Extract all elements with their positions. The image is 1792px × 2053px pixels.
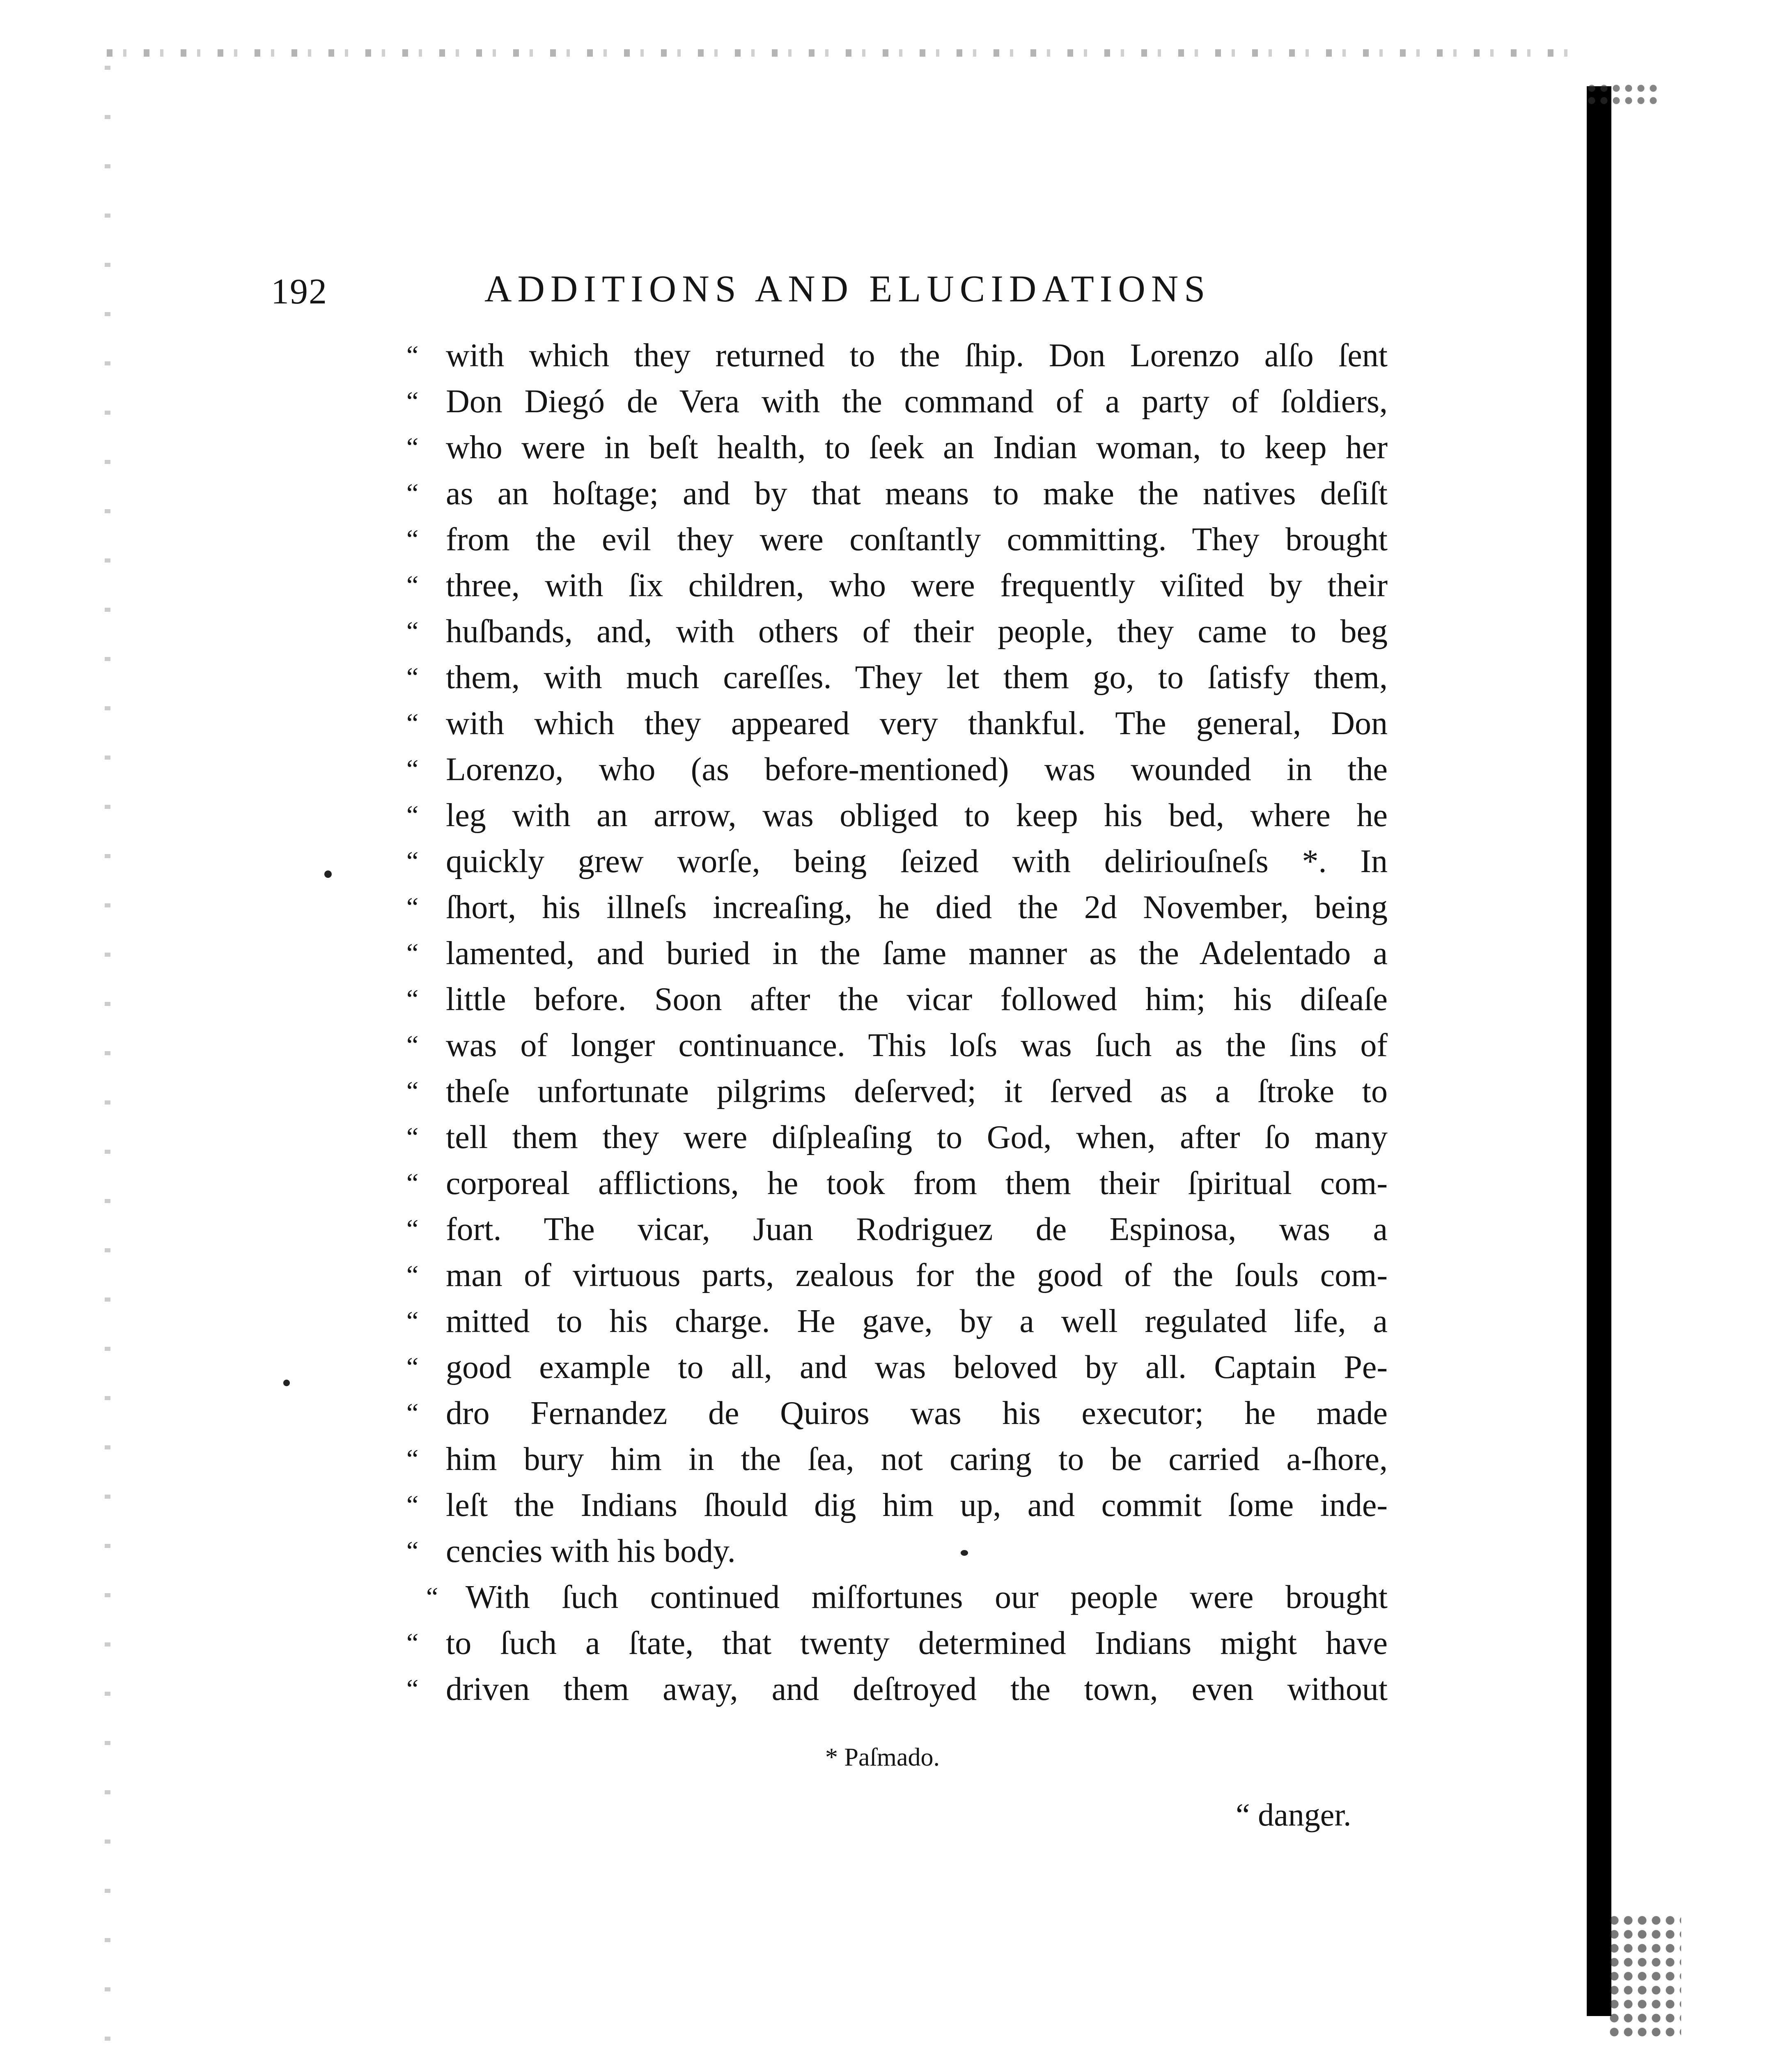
quote-mark: “ (406, 754, 419, 784)
quote-mark: “ (406, 1306, 419, 1336)
text-line: tell them they were diſpleaſing to God, when, after ſo many (446, 1119, 1388, 1155)
quote-mark: “ (406, 1076, 419, 1106)
text-line: man of virtuous parts, zealous for the good of the ſouls com- (446, 1257, 1388, 1293)
quote-mark: “ (406, 1030, 419, 1060)
quote-mark: “ (406, 1628, 419, 1658)
quote-mark: “ (406, 1122, 419, 1152)
text-line: dro Fernandez de Quiros was his executor; he made (446, 1395, 1388, 1431)
text-line: huſbands, and, with others of their people, they came to beg (446, 613, 1388, 650)
text-line: good example to all, and was beloved by all. Captain Pe- (446, 1349, 1388, 1385)
quote-mark: “ (406, 1214, 419, 1244)
text-line: leſt the Indians ſhould dig him up, and commit ſome inde- (446, 1487, 1388, 1523)
quote-mark: “ (406, 340, 419, 370)
text-line: driven them away, and deſtroyed the town, even without (446, 1671, 1388, 1707)
quote-mark: “ (406, 708, 419, 738)
text-line: corporeal afflictions, he took from them their ſpiritual com- (446, 1165, 1388, 1201)
text-line: With ſuch continued miſfortunes our people were brought (466, 1579, 1388, 1615)
ink-speck (324, 870, 332, 878)
footnote: * Paſmado. (825, 1743, 940, 1771)
text-line: him bury him in the ſea, not caring to be carried a-ſhore, (446, 1441, 1388, 1477)
text-line: mitted to his charge. He gave, by a well regulated life, a (446, 1303, 1388, 1339)
text-line: cencies with his body. (446, 1533, 736, 1569)
quote-mark: “ (406, 1674, 419, 1704)
quote-mark: “ (406, 1398, 419, 1428)
running-head: ADDITIONS AND ELUCIDATIONS (484, 268, 1211, 310)
text-line: who were in beſt health, to ſeek an Indian woman, to keep her (446, 429, 1388, 466)
quote-mark: “ (426, 1582, 438, 1612)
text-line: quickly grew worſe, being ſeized with deliriouſneſs *. In (446, 843, 1388, 880)
text-line: fort. The vicar, Juan Rodriguez de Espinosa, was a (446, 1211, 1388, 1247)
quote-mark: “ (406, 1490, 419, 1520)
quote-mark: “ (406, 1168, 419, 1198)
text-line: them, with much careſſes. They let them go, to ſatisfy them, (446, 659, 1388, 696)
text-line: Don Diegó de Vera with the command of a party of ſoldiers, (446, 384, 1388, 420)
text-line: as an hoſtage; and by that means to make the natives deſiſt (446, 475, 1388, 512)
catchword: “ danger. (1236, 1797, 1351, 1833)
quote-mark: “ (406, 524, 419, 554)
quote-mark: “ (406, 984, 419, 1014)
body-text (406, 333, 1388, 1712)
quote-mark: “ (406, 386, 419, 416)
text-line: to ſuch a ſtate, that twenty determined Indians might have (446, 1625, 1388, 1661)
text-line: lamented, and buried in the ſame manner as the Adelentado a (446, 935, 1388, 971)
text-line: was of longer continuance. This loſs was ſuch as the ſins of (446, 1027, 1388, 1063)
quote-mark: “ (406, 938, 419, 968)
quote-mark: “ (406, 616, 419, 646)
quote-mark: “ (406, 846, 419, 876)
quote-mark: “ (406, 1444, 419, 1474)
page-edge-top (107, 49, 1585, 57)
quote-mark: “ (406, 1260, 419, 1290)
text-line: theſe unfortunate pilgrims deſerved; it ſerved as a ſtroke to (446, 1073, 1388, 1109)
quote-mark: “ (406, 800, 419, 830)
quote-mark: “ (406, 1536, 419, 1566)
text-line: Lorenzo, who (as before-mentioned) was wounded in the (446, 751, 1388, 788)
binding-shadow (1587, 86, 1611, 2016)
text-line: ſhort, his illneſs increaſing, he died the 2d November, being (446, 889, 1388, 925)
text-line: little before. Soon after the vicar followed him; his diſeaſe (446, 981, 1388, 1017)
quote-mark: “ (406, 570, 419, 600)
text-line: from the evil they were conſtantly committing. They brought (446, 521, 1388, 558)
quote-mark: “ (406, 1352, 419, 1382)
quote-mark: “ (406, 478, 419, 508)
quote-mark: “ (406, 892, 419, 922)
text-line: three, with ſix children, who were frequently viſited by their (446, 567, 1388, 604)
page-edge-left (105, 66, 110, 2053)
page-number: 192 (271, 272, 328, 312)
text-line: with which they appeared very thankful. The general, Don (446, 705, 1388, 742)
ink-speck (283, 1380, 290, 1386)
quote-mark: “ (406, 662, 419, 692)
text-line: with which they returned to the ſhip. Don Lorenzo alſo ſent (446, 338, 1388, 374)
text-line: leg with an arrow, was obliged to keep his bed, where he (446, 797, 1388, 834)
quote-mark: “ (406, 432, 419, 462)
